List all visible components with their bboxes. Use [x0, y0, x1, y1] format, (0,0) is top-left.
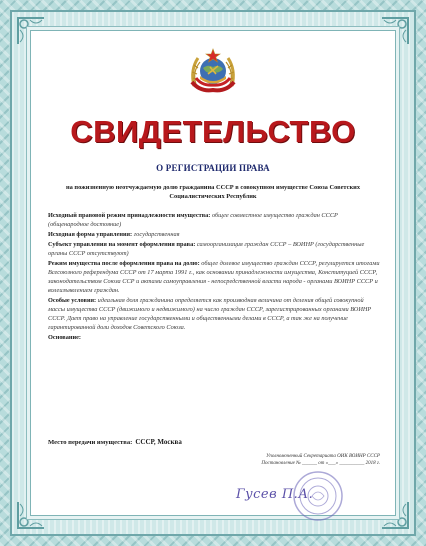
authority-decree: Постановление № ______ от «___» __________ 2018 г.: [261, 461, 380, 466]
signature: Гусев П.А.: [236, 487, 314, 502]
certificate-subtitle: О РЕГИСТРАЦИИ ПРАВА: [156, 163, 270, 173]
section-legal-regime: Исходный правовой режим принадлежности имущества: общее совместное имущество граждан СССР (общенародное достояние): [48, 212, 338, 228]
certificate-title: СВИДЕТЕЛЬСТВО: [70, 114, 356, 149]
transfer-place: [48, 438, 182, 446]
section-management-form: Исходная форма управления: государственная: [48, 231, 180, 239]
transfer-place-label: Место передачи имущества:: [48, 439, 133, 446]
certificate-lead: на пожизненную неотчуждаемую долю гражданина СССР в совокупном имуществе Союза Советских Социалистических Республик: [65, 184, 361, 200]
section-basis: Основание:: [48, 333, 82, 341]
transfer-place-value: СССР, Москва: [135, 438, 182, 446]
ussr-coat-of-arms-icon: [186, 46, 240, 100]
authority-block: [230, 453, 380, 467]
certificate-body: [48, 212, 380, 344]
section-management-subject: Субъект управления на момент оформления права: самоорганизация граждан СССР – ВОИНР (государственные органы СССР отсутствуют): [48, 241, 365, 258]
authority-title: Уполномоченный Секретариата ОИК ВОИНР СССР: [266, 454, 380, 459]
section-property-regime: Режим имущества после оформления права на долю: общее долевое имущество граждан СССР, регулируется итогами Всесоюзного референдума СССР от 17 марта 1991 г., как основании принадлежности имущества, Конституцией СССР, законодательством Союза ССР и актами самоуправления - непосредственной власти народа - органами ВОИНР СССР и волеизъявлением граждан.: [48, 260, 380, 294]
section-special-conditions: Особые условия: идеальная доля гражданина определяется как производная величина от деления общей совокупной массы имущества СССР (движимого и недвижимого) на число граждан СССР, зарегистрированных органами ВОИНР СССР. Дает право на управление государственными и общественными делами в СССР, а так же на получение гарантированной доли доходов Советского Союза.: [48, 297, 372, 331]
